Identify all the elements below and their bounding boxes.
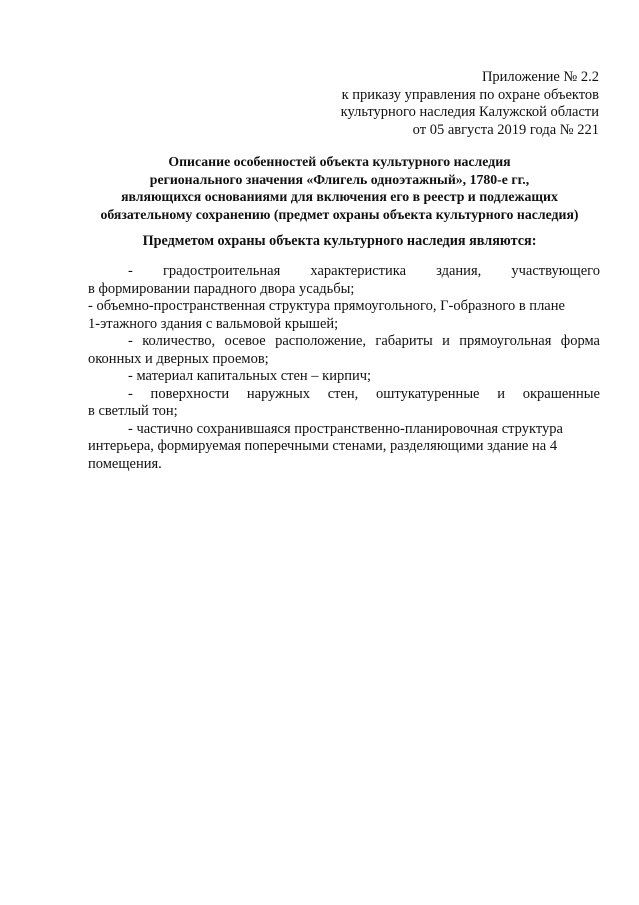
- appendix-authority: культурного наследия Калужской области: [340, 104, 599, 120]
- appendix-number: Приложение № 2.2: [481, 69, 599, 85]
- list-item-line: в светлый тон;: [88, 403, 178, 419]
- title-line-2: регионального значения «Флигель одноэтажный», 1780-е гг.,: [149, 171, 530, 187]
- title-line-3: являющихся основаниями для включения его в реестр и подлежащих: [121, 189, 558, 204]
- list-item-line: - объемно-пространственная структура прямоугольного, Г-образного в плане: [88, 298, 565, 314]
- list-item: [88, 333, 600, 368]
- document-title: [70, 153, 609, 223]
- list-item-line: оконных и дверных проемов;: [88, 350, 269, 367]
- list-item-line: - количество, осевое расположение, габариты и прямоугольная форма: [128, 333, 600, 349]
- list-item-line: - материал капитальных стен – кирпич;: [128, 368, 372, 384]
- protection-items-list: [88, 263, 600, 473]
- appendix-order-date: от 05 августа 2019 года № 221: [412, 121, 599, 138]
- list-item: [88, 386, 600, 421]
- appendix-order-ref: к приказу управления по охране объектов: [341, 86, 599, 103]
- title-line-4: обязательному сохранению (предмет охраны объекта культурного наследия): [100, 206, 579, 222]
- list-item: [88, 298, 600, 333]
- list-item-line: помещения.: [88, 455, 162, 472]
- list-item-line: - градостроительная характеристика здания, участвующего: [128, 263, 600, 279]
- list-item-line: в формировании парадного двора усадьбы;: [88, 280, 355, 297]
- appendix-header: [341, 69, 599, 139]
- list-item: [88, 421, 600, 474]
- list-item: [88, 263, 600, 298]
- list-item: [88, 368, 600, 386]
- list-item-line: - поверхности наружных стен, оштукатуренные и окрашенные: [128, 385, 600, 402]
- list-item-line: интерьера, формируемая поперечными стенами, разделяющими здание на 4: [88, 438, 558, 454]
- title-line-1: Описание особенностей объекта культурного наследия: [168, 154, 511, 169]
- list-item-line: - частично сохранившаяся пространственно-планировочная структура: [128, 420, 563, 437]
- subject-heading: Предметом охраны объекта культурного наследия являются:: [142, 233, 537, 249]
- list-item-line: 1-этажного здания с вальмовой крышей;: [88, 315, 339, 332]
